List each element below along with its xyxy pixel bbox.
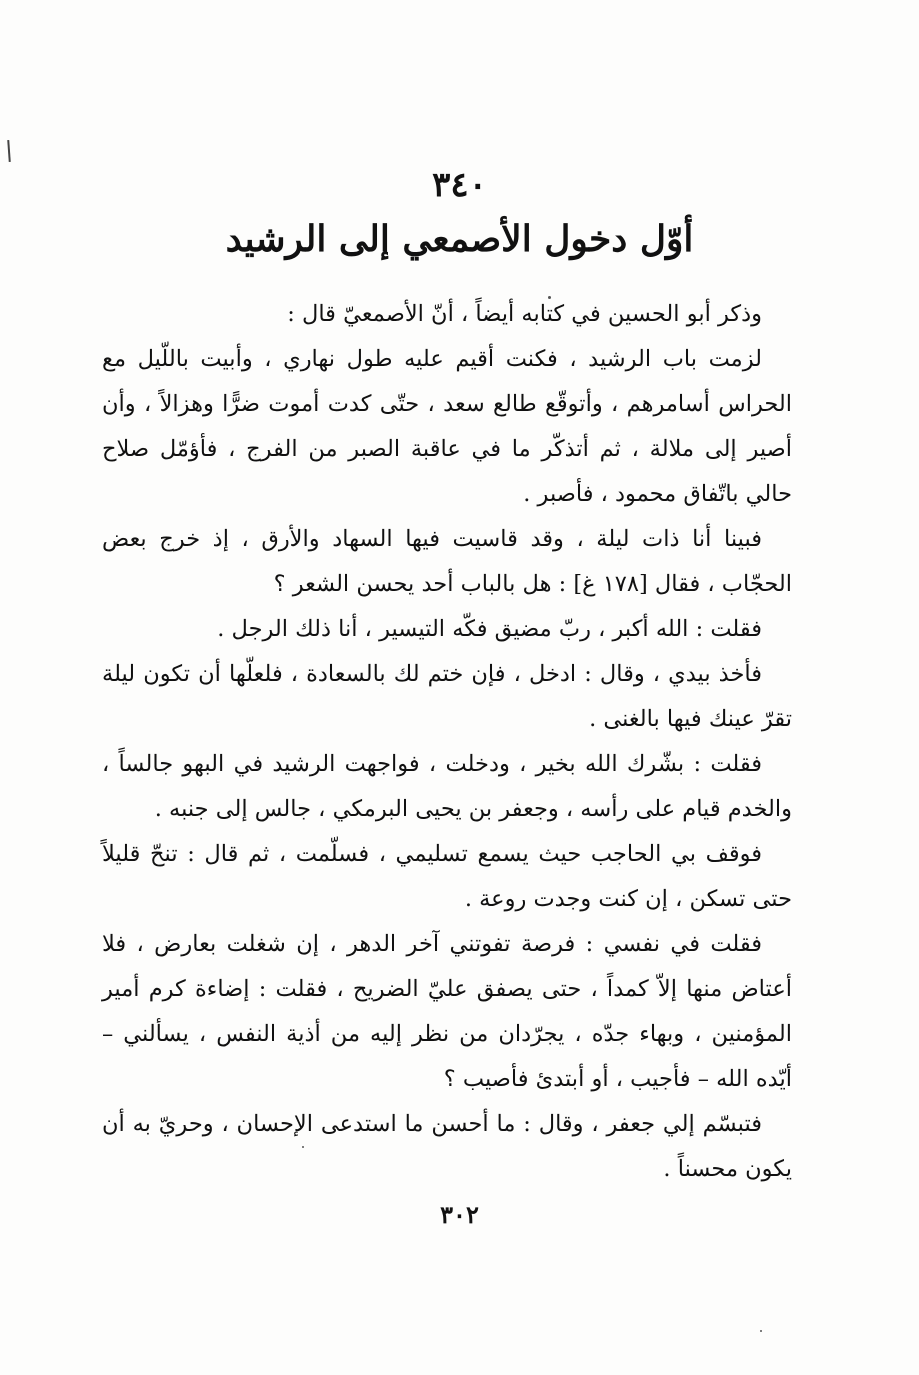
- paragraph: فبينا أنا ذات ليلة ، وقد قاسيت فيها السهاد والأرق ، إذ خرج بعض الحجّاب ، فقال [١٧٨ غ] : هل بالباب أحد يحسن الشعر ؟: [102, 526, 792, 597]
- paragraph: وذكر أبو الحسين في كتابه أيضاً ، أنّ الأصمعيّ قال :: [287, 301, 762, 327]
- paragraph: فقلت في نفسي : فرصة تفوتني آخر الدهر ، إن شغلت بعارض ، فلا أعتاض منها إلاّ كمداً ، حتى يصفق عليّ الضريح ، فقلت : إضاءة كرم أمير المؤمنين ، وبهاء جدّه ، يجرّدان من نظر إليه من أذية النفس ، يسألني – أيّده الله – فأجيب ، أو أبتدئ فأصيب ؟: [102, 931, 792, 1092]
- chapter-title: أوّل دخول الأصمعي إلى الرشيد: [225, 218, 694, 260]
- body-text: [102, 292, 792, 1192]
- paragraph: فتبسّم إلي جعفر ، وقال : ما أحسن ما استدعى الإحسان ، وحريّ به أن يكون محسناً .: [102, 1111, 792, 1182]
- paragraph: فقلت : الله أكبر ، ربّ مضيق فكّه التيسير ، أنا ذلك الرجل .: [217, 616, 762, 642]
- section-number: ٣٤٠: [432, 165, 487, 205]
- page-edge-mark: [7, 140, 11, 162]
- paragraph: فأخذ بيدي ، وقال : ادخل ، فإن ختم لك بالسعادة ، فلعلّها أن تكون ليلة تقرّ عينك فيها بالغنى .: [102, 661, 792, 732]
- paragraph: فقلت : بشّرك الله بخير ، ودخلت ، فواجهت الرشيد في البهو جالساً ، والخدم قيام على رأسه ، وجعفر بن يحيى البرمكي ، جالس إلى جنبه .: [102, 751, 792, 822]
- paragraph: لزمت باب الرشيد ، فكنت أقيم عليه طول نهاري ، وأبيت باللّيل مع الحراس أسامرهم ، وأتوقّع طالع سعد ، حتّى كدت أموت ضرًّا وهزالاً ، وأن أصير إلى ملالة ، ثم أتذكّر ما في عاقبة الصبر من الفرج ، فأؤمّل صلاح حالي باتّفاق محمود ، فأصبر .: [102, 346, 792, 507]
- page-number: ٣٠٢: [440, 1200, 479, 1229]
- ink-speck: [760, 1330, 762, 1332]
- paragraph: فوقف بي الحاجب حيث يسمع تسليمي ، فسلّمت ، ثم قال : تنحّ قليلاً حتى تسكن ، إن كنت وجدت روعة .: [102, 841, 792, 912]
